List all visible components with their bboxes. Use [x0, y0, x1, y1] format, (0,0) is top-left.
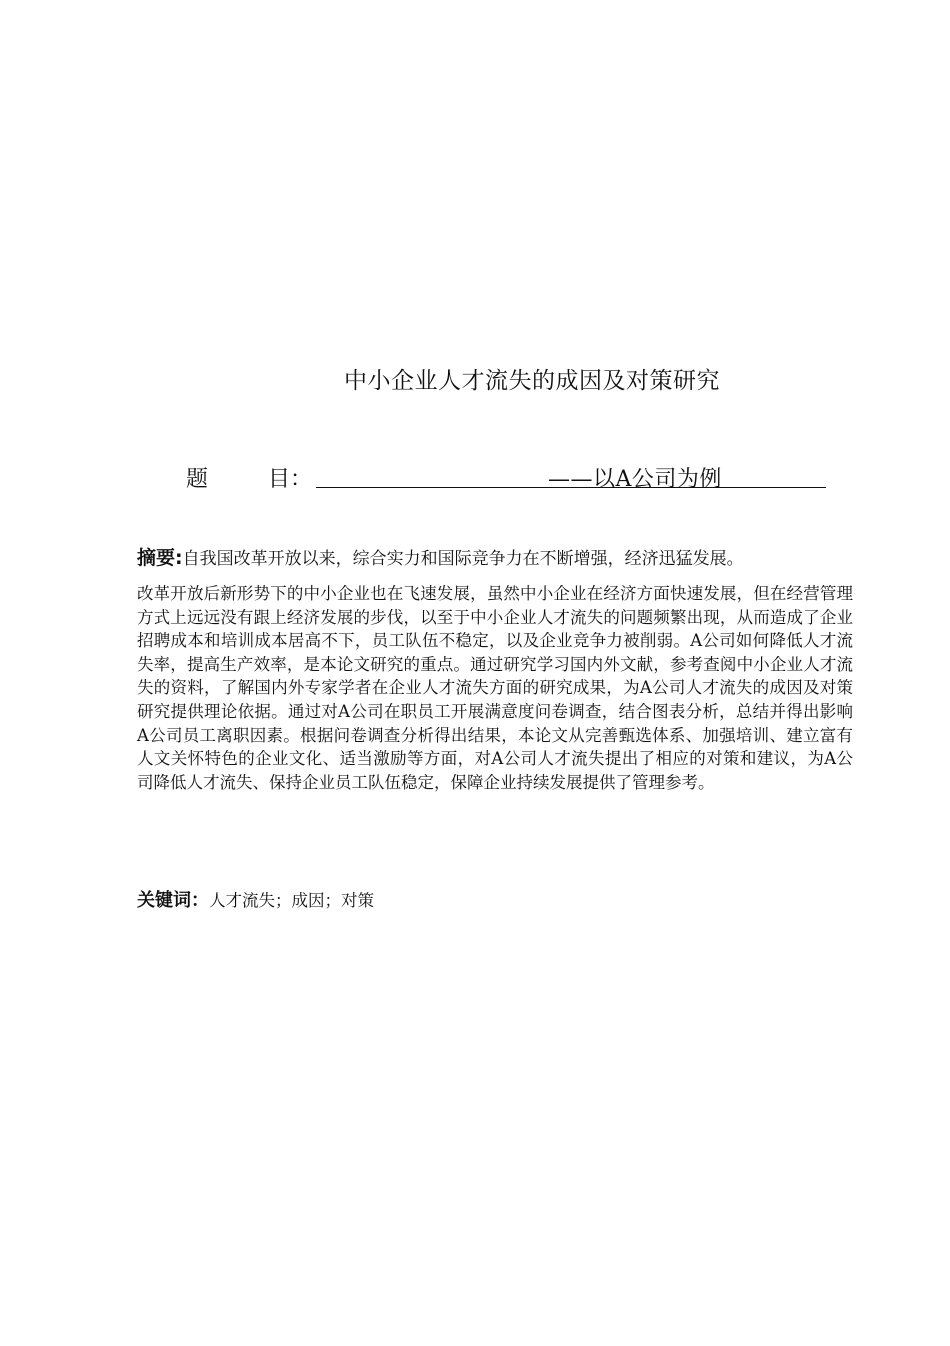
abstract-first-line — [137, 543, 857, 570]
page-title: 中小企业人才流失的成因及对策研究 — [344, 368, 720, 394]
subtitle-row — [186, 462, 826, 492]
abstract-label: 摘要: — [137, 547, 183, 569]
subtitle-label-char-2: 目： — [268, 467, 313, 492]
abstract-body: 改革开放后新形势下的中小企业也在飞速发展，虽然中小企业在经济方面快速发展，但在经营管理方式上远远没有跟上经济发展的步伐，以至于中小企业人才流失的问题频繁出现，从而造成了企业招聘成本和培训成本居高不下，员工队伍不稳定，以及企业竞争力被削弱。A公司如何降低人才流失率，提高生产效率，是本论文研究的重点。通过研究学习国内外文献，参考查阅中小企业人才流失的资料，了解国内外专家学者在企业人才流失方面的研究成果，为A公司人才流失的成因及对策研究提供理论依据。通过对A公司在职员工开展满意度问卷调查，结合图表分析，总结并得出影响A公司员工离职因素。根据问卷调查分析得出结果，本论文从完善甄选体系、加强培训、建立富有人文关怀特色的企业文化、适当激励等方面，对A公司人才流失提出了相应的对策和建议，为A公司降低人才流失、保持企业员工队伍稳定，保障企业持续发展提供了管理参考。 — [137, 584, 853, 792]
subtitle-label-char-1: 题 — [186, 467, 209, 492]
keywords-row — [137, 886, 374, 912]
keywords-value: 人才流失；成因；对策 — [209, 891, 374, 910]
abstract-first-sentence: 自我国改革开放以来，综合实力和国际竞争力在不断增强，经济迅猛发展。 — [182, 549, 744, 569]
subtitle-text: ——以A公司为例 — [548, 467, 722, 492]
keywords-label: 关键词： — [137, 890, 209, 911]
